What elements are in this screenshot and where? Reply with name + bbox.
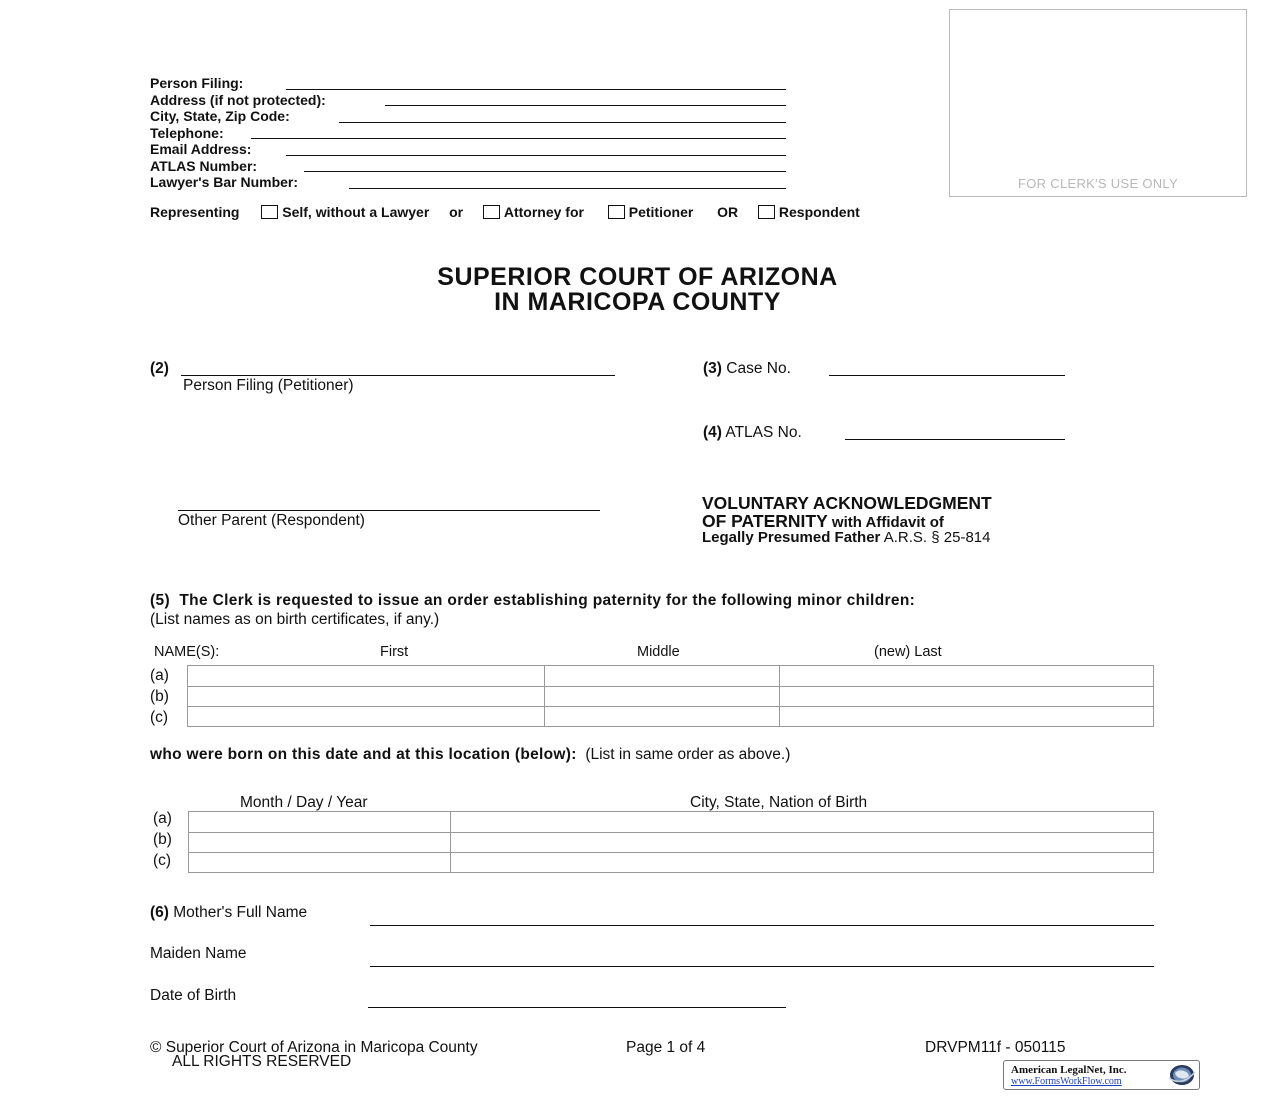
dob-label: Date of Birth (150, 987, 237, 1004)
self-label: Self, without a Lawyer (282, 204, 430, 220)
doc-title-affidavit: with Affidavit of (827, 514, 944, 531)
section-5-heading: The Clerk is requested to issue an order establishing paternity for the following minor children: (179, 592, 916, 609)
email-field[interactable] (286, 155, 786, 156)
case-no-field[interactable] (829, 375, 1065, 376)
table-row (189, 833, 1154, 853)
child-b-birthplace-cell[interactable] (451, 833, 1154, 853)
globe-icon (1166, 1063, 1196, 1087)
person-filing-field[interactable] (286, 89, 786, 90)
maiden-name-field[interactable] (370, 966, 1154, 967)
legalnet-badge[interactable] (1003, 1060, 1200, 1090)
representing-row (150, 204, 860, 220)
child-c-birthdate-cell[interactable] (189, 853, 451, 873)
child-a-birthplace-cell[interactable] (451, 812, 1154, 833)
person-filing-label: Person Filing: (150, 75, 244, 91)
child-c-middle-cell[interactable] (545, 707, 780, 727)
bar-number-field[interactable] (349, 188, 786, 189)
mother-name-row (150, 904, 307, 922)
doc-title-line1: VOLUNTARY ACKNOWLEDGMENT (702, 493, 992, 513)
atlas-no-label: ATLAS No. (725, 424, 802, 441)
footer-copyright: © Superior Court of Arizona in Maricopa County (150, 1039, 478, 1056)
names-label: NAME(S): (154, 644, 220, 660)
born-row (150, 746, 790, 764)
respondent-caption: Other Parent (Respondent) (178, 512, 365, 529)
bar-number-label: Lawyer's Bar Number: (150, 174, 299, 190)
child-c-birthplace-cell[interactable] (451, 853, 1154, 873)
telephone-field[interactable] (251, 138, 786, 139)
child-a-first-cell[interactable] (188, 666, 545, 687)
name-row-c-label: (c) (150, 709, 169, 726)
children-names-table (187, 665, 1154, 727)
born-heading: who were born on this date and at this location (below): (150, 746, 577, 763)
attorney-checkbox[interactable] (483, 205, 500, 219)
case-no-row (703, 360, 791, 378)
section-5-heading-row (150, 592, 915, 610)
section-6-number: (6) (150, 904, 169, 921)
petitioner-checkbox[interactable] (608, 205, 625, 219)
doc-title-statute: A.R.S. § 25-814 (880, 529, 991, 546)
or-text: or (449, 204, 464, 220)
clerk-use-label: FOR CLERK'S USE ONLY (1018, 176, 1178, 191)
footer-form-id: DRVPM11f - 050115 (925, 1039, 1066, 1056)
item-2-number: (2) (150, 360, 169, 377)
footer-rights: ALL RIGHTS RESERVED (172, 1053, 352, 1070)
badge-company-name: American LegalNet, Inc. (1011, 1064, 1127, 1076)
mother-name-field[interactable] (370, 925, 1154, 926)
table-row (188, 666, 1154, 687)
clerk-use-box (949, 9, 1247, 197)
child-a-birthdate-cell[interactable] (189, 812, 451, 833)
court-title-line1: SUPERIOR COURT OF ARIZONA (437, 263, 838, 291)
city-state-zip-label: City, State, Zip Code: (150, 108, 290, 124)
child-b-last-cell[interactable] (780, 687, 1154, 707)
child-c-first-cell[interactable] (188, 707, 545, 727)
petitioner-caption: Person Filing (Petitioner) (183, 377, 354, 394)
table-row (189, 812, 1154, 833)
address-field[interactable] (385, 105, 786, 106)
col-first-header: First (380, 644, 409, 660)
born-note: (List in same order as above.) (585, 746, 791, 763)
table-row (188, 687, 1154, 707)
telephone-label: Telephone: (150, 125, 224, 141)
respondent-name-field[interactable] (178, 510, 600, 511)
child-b-first-cell[interactable] (188, 687, 545, 707)
child-c-last-cell[interactable] (780, 707, 1154, 727)
respondent-checkbox[interactable] (758, 205, 775, 219)
section-5-number: (5) (150, 592, 170, 609)
child-b-birthdate-cell[interactable] (189, 833, 451, 853)
petitioner-label: Petitioner (628, 204, 694, 220)
city-state-zip-field[interactable] (339, 122, 786, 123)
item-4-number: (4) (703, 424, 722, 441)
doc-title-line3 (702, 529, 990, 546)
col-last-header: (new) Last (874, 644, 942, 660)
respondent-label: Respondent (778, 204, 860, 220)
dob-field[interactable] (368, 1007, 786, 1008)
atlas-number-label: ATLAS Number: (150, 158, 258, 174)
table-row (188, 707, 1154, 727)
birth-info-table (188, 811, 1154, 873)
email-label: Email Address: (150, 141, 252, 157)
birth-row-a-label: (a) (153, 810, 172, 827)
attorney-label: Attorney for (503, 204, 584, 220)
doc-title-paternity: OF PATERNITY (702, 511, 828, 531)
mother-name-label: Mother's Full Name (173, 904, 308, 921)
col-middle-header: Middle (637, 644, 680, 660)
item-3-number: (3) (703, 360, 722, 377)
atlas-number-field[interactable] (304, 171, 786, 172)
address-label: Address (if not protected): (150, 92, 326, 108)
representing-label: Representing (150, 204, 240, 220)
petitioner-name-field[interactable] (181, 375, 615, 376)
or-text-2: OR (717, 204, 739, 220)
birth-row-b-label: (b) (153, 831, 172, 848)
self-checkbox[interactable] (261, 205, 278, 219)
doc-title-presumed-father: Legally Presumed Father (702, 529, 881, 546)
badge-url[interactable]: www.FormsWorkFlow.com (1011, 1076, 1122, 1087)
table-row (189, 853, 1154, 873)
col-place-header: City, State, Nation of Birth (690, 794, 868, 811)
birth-row-c-label: (c) (153, 852, 172, 869)
section-5-note: (List names as on birth certificates, if any.) (150, 611, 440, 628)
col-date-header: Month / Day / Year (240, 794, 368, 811)
atlas-no-field[interactable] (845, 439, 1065, 440)
child-b-middle-cell[interactable] (545, 687, 780, 707)
name-row-a-label: (a) (150, 667, 169, 684)
footer-page-number: Page 1 of 4 (626, 1039, 706, 1056)
child-a-middle-cell[interactable] (545, 666, 780, 687)
court-title-line2: IN MARICOPA COUNTY (494, 288, 781, 316)
child-a-last-cell[interactable] (780, 666, 1154, 687)
case-no-label: Case No. (726, 360, 791, 377)
maiden-name-label: Maiden Name (150, 945, 247, 962)
atlas-no-row (703, 424, 802, 442)
name-row-b-label: (b) (150, 688, 169, 705)
